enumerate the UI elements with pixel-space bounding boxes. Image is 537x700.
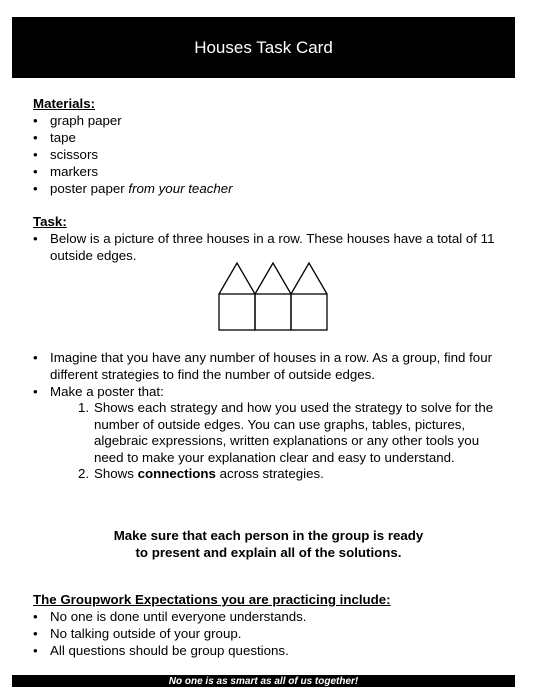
expectations-list [33, 608, 513, 659]
list-number: 2. [78, 466, 90, 481]
list-item: • tape [33, 129, 513, 146]
list-item: • No talking outside of your group. [33, 625, 513, 642]
task-section-continued [33, 349, 513, 483]
list-item: • Below is a picture of three houses in a row. These houses have a total of 11 outside edges. [33, 230, 513, 264]
house-3-square [291, 294, 327, 330]
materials-heading: Materials: [33, 96, 96, 111]
readiness-note-line-1: Make sure that each person in the group is ready [113, 528, 424, 543]
list-item: • No one is done until everyone understands. [33, 608, 513, 625]
poster-requirements-list [78, 400, 498, 483]
task-heading: Task: [33, 214, 67, 229]
readiness-note [0, 527, 537, 561]
task-list-top [33, 230, 513, 264]
house-3-roof [291, 263, 327, 294]
list-item: • Make a poster that: [33, 383, 513, 400]
across-strategies-text: across strategies. [219, 466, 324, 481]
readiness-note-line-2: to present and explain all of the solutions. [135, 545, 402, 560]
list-item: • markers [33, 163, 513, 180]
footer-motto: No one is as smart as all of us together! [168, 675, 359, 687]
task-section [33, 213, 513, 264]
expectations-heading: The Groupwork Expectations you are practicing include: [33, 592, 391, 607]
house-1-roof [219, 263, 255, 294]
list-item [78, 466, 498, 483]
shows-text: Shows [94, 466, 134, 481]
materials-section [33, 95, 513, 197]
list-item: • scissors [33, 146, 513, 163]
poster-paper-text: poster paper [50, 181, 125, 196]
house-2-roof [255, 263, 291, 294]
strategy-requirement-text: Shows each strategy and how you used the strategy to solve for the number of outside edges. You can use graphs, tables, pictures, algebraic expressions, written explanations or any other tools you need to make your explanation clear and easy to understand. [94, 400, 494, 465]
list-item [33, 180, 513, 197]
expectations-section [33, 591, 513, 659]
footer-banner [12, 675, 515, 687]
from-teacher-text: from your teacher [128, 181, 233, 196]
list-item [78, 400, 498, 466]
materials-list [33, 112, 513, 197]
list-item: • Imagine that you have any number of houses in a row. As a group, find four different strategies to find the number of outside edges. [33, 349, 513, 383]
list-item: • graph paper [33, 112, 513, 129]
house-1-square [219, 294, 255, 330]
page-title: Houses Task Card [194, 37, 333, 57]
house-2-square [255, 294, 291, 330]
page-title-banner [12, 17, 515, 78]
list-item: • All questions should be group questions. [33, 642, 513, 659]
three-houses-figure [218, 262, 328, 332]
connections-text: connections [137, 466, 216, 481]
task-list-bottom [33, 349, 513, 400]
list-number: 1. [78, 400, 90, 415]
